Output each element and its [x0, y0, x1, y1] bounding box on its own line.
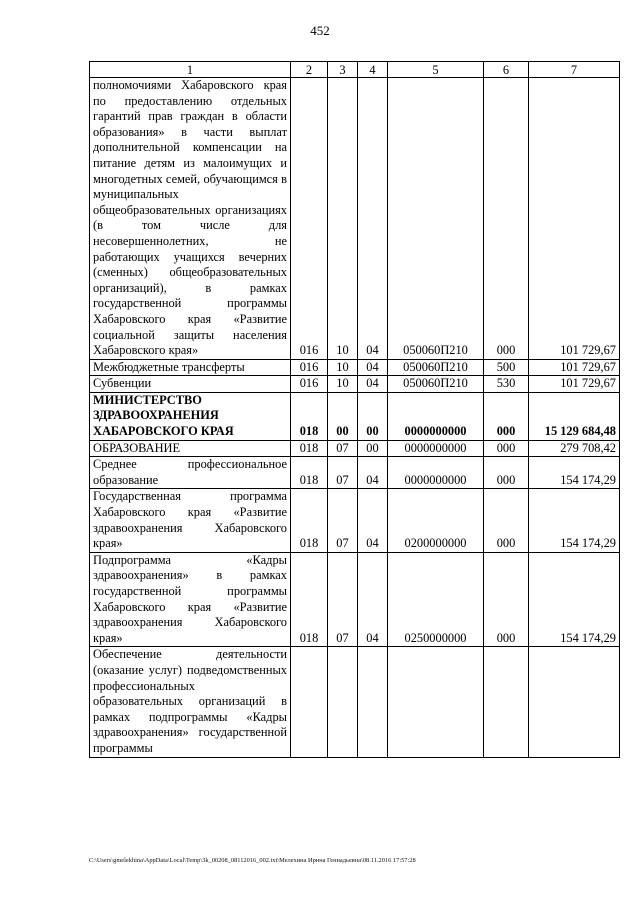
row-subsection-code: 04 — [358, 78, 388, 360]
table-row — [90, 552, 620, 647]
row-amount: 101 729,67 — [529, 376, 620, 393]
row-section-code: 10 — [328, 376, 358, 393]
row-target-code: 0000000000 — [388, 440, 484, 457]
row-target-code: 050060П210 — [388, 78, 484, 360]
row-target-code: 050060П210 — [388, 376, 484, 393]
row-ministry-code — [291, 647, 328, 757]
table-header-row — [90, 62, 620, 78]
row-section-code: 10 — [328, 359, 358, 376]
table-row — [90, 78, 620, 360]
row-type-code: 000 — [484, 440, 529, 457]
budget-table — [89, 61, 620, 758]
row-description: Субвенции — [90, 376, 291, 393]
row-subsection-code: 04 — [358, 489, 388, 552]
row-section-code — [328, 647, 358, 757]
table-row-continued — [90, 647, 620, 757]
row-ministry-code: 018 — [291, 489, 328, 552]
row-subsection-code: 04 — [358, 376, 388, 393]
row-amount: 154 174,29 — [529, 552, 620, 647]
column-header-target: 5 — [388, 62, 484, 78]
row-type-code: 000 — [484, 457, 529, 489]
table-row-ministry-total — [90, 392, 620, 440]
row-ministry-code: 018 — [291, 457, 328, 489]
row-subsection-code: 04 — [358, 552, 388, 647]
row-subsection-code — [358, 647, 388, 757]
row-description: полномочиями Хабаровского края по предоставлению отдельных гарантий прав граждан в области образования» в части выплат дополнительной компенсации на питание детям из малоимущих и многодетных семей, обучающимся в муниципальных общеобразовательных организациях (в том числе для несовершеннолетних, не работающих учащихся вечерних (сменных) общеобразовательных организаций), в рамках государственной программы Хабаровского края «Развитие социальной защиты населения Хабаровского края» — [90, 78, 291, 360]
row-target-code: 0000000000 — [388, 457, 484, 489]
row-section-code: 07 — [328, 552, 358, 647]
row-target-code: 0250000000 — [388, 552, 484, 647]
row-amount: 101 729,67 — [529, 78, 620, 360]
row-ministry-code: 016 — [291, 78, 328, 360]
row-subsection-code: 00 — [358, 392, 388, 440]
row-description: Межбюджетные трансферты — [90, 359, 291, 376]
column-header-description: 1 — [90, 62, 291, 78]
column-header-ministry: 2 — [291, 62, 328, 78]
row-ministry-code: 016 — [291, 376, 328, 393]
table-row — [90, 489, 620, 552]
row-amount: 154 174,29 — [529, 489, 620, 552]
row-target-code: 0000000000 — [388, 392, 484, 440]
row-amount: 279 708,42 — [529, 440, 620, 457]
row-target-code: 050060П210 — [388, 359, 484, 376]
column-header-type: 6 — [484, 62, 529, 78]
row-section-code: 07 — [328, 440, 358, 457]
table-row — [90, 457, 620, 489]
table-row — [90, 440, 620, 457]
row-ministry-code: 018 — [291, 392, 328, 440]
row-amount: 154 174,29 — [529, 457, 620, 489]
row-ministry-code: 016 — [291, 359, 328, 376]
row-description: Подпрограмма «Кадры здравоохранения» в рамках государственной программы Хабаровского края «Развитие здравоохранения Хабаровского края» — [90, 552, 291, 647]
row-type-code: 000 — [484, 392, 529, 440]
row-amount — [529, 647, 620, 757]
row-section-code: 07 — [328, 457, 358, 489]
row-type-code: 500 — [484, 359, 529, 376]
column-header-section: 3 — [328, 62, 358, 78]
row-type-code: 530 — [484, 376, 529, 393]
row-description: МИНИСТЕРСТВО ЗДРАВООХРАНЕНИЯ ХАБАРОВСКОГО КРАЯ — [90, 392, 291, 440]
table-row — [90, 376, 620, 393]
row-type-code: 000 — [484, 489, 529, 552]
row-subsection-code: 04 — [358, 457, 388, 489]
row-type-code — [484, 647, 529, 757]
row-subsection-code: 00 — [358, 440, 388, 457]
row-target-code — [388, 647, 484, 757]
file-path-footer: C:\Users\gmelekhina\AppData\Local\Temp\3k_00208_08112016_002.txt\Мелехина Ирина Геннадьевна\08.11.2016 17:57:28 — [89, 857, 416, 864]
row-target-code: 0200000000 — [388, 489, 484, 552]
row-ministry-code: 018 — [291, 552, 328, 647]
page-number: 452 — [310, 23, 330, 38]
row-section-code: 00 — [328, 392, 358, 440]
row-description: Обеспечение деятельности (оказание услуг) подведомственных профессиональных образовательных организаций в рамках подпрограммы «Кадры здравоохранения» государственной программы — [90, 647, 291, 757]
row-type-code: 000 — [484, 78, 529, 360]
row-amount: 101 729,67 — [529, 359, 620, 376]
table-row — [90, 359, 620, 376]
row-description: Государственная программа Хабаровского края «Развитие здравоохранения Хабаровского края» — [90, 489, 291, 552]
row-subsection-code: 04 — [358, 359, 388, 376]
row-type-code: 000 — [484, 552, 529, 647]
row-section-code: 07 — [328, 489, 358, 552]
row-description: ОБРАЗОВАНИЕ — [90, 440, 291, 457]
row-description: Среднее профессиональное образование — [90, 457, 291, 489]
row-ministry-code: 018 — [291, 440, 328, 457]
row-amount: 15 129 684,48 — [529, 392, 620, 440]
row-section-code: 10 — [328, 78, 358, 360]
column-header-subsection: 4 — [358, 62, 388, 78]
column-header-amount: 7 — [529, 62, 620, 78]
